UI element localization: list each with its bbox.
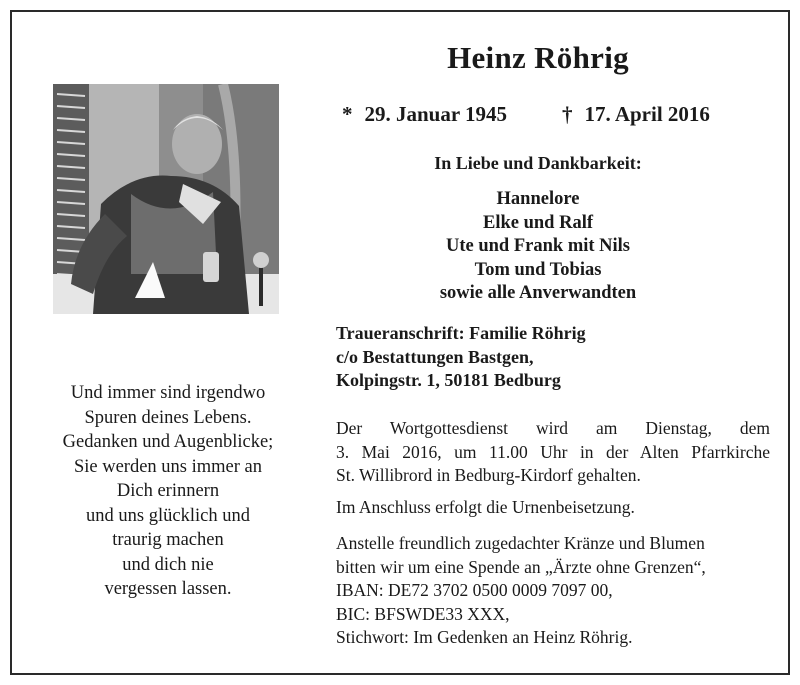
address-line: c/o Bestattungen Bastgen, bbox=[336, 346, 534, 367]
dedication: In Liebe und Dankbarkeit: bbox=[434, 153, 642, 173]
family-member: Tom und Tobias bbox=[474, 259, 602, 280]
deceased-name: Heinz Röhrig bbox=[447, 40, 629, 75]
death-cross-icon: † bbox=[562, 102, 573, 126]
poem-line: Und immer sind irgendwo bbox=[70, 383, 266, 403]
poem-line: und uns glücklich und bbox=[86, 505, 250, 526]
poem-line: Gedanken und Augenblicke; bbox=[62, 432, 274, 452]
portrait-photo bbox=[53, 84, 279, 314]
service-notice bbox=[336, 417, 770, 488]
donation-line: Anstelle freundlich zugedachter Kränze und Blumen bbox=[336, 533, 705, 553]
service-line: St. Willibrord in Bedburg-Kirdorf gehalten. bbox=[336, 465, 641, 485]
donation-line: bitten wir um eine Spende an „Ärzte ohne Grenzen“, bbox=[336, 556, 706, 577]
mourning-address bbox=[336, 322, 586, 393]
birth-star-icon: * bbox=[342, 102, 353, 126]
donation-line: Stichwort: Im Gedenken an Heinz Röhrig. bbox=[336, 627, 633, 647]
donation-notice bbox=[336, 532, 770, 650]
family-member: sowie alle Anverwandten bbox=[439, 283, 637, 303]
service-line: 3. Mai 2016, um 11.00 Uhr in der Alten Pfarrkirche bbox=[336, 441, 770, 462]
address-line: Kolpingstr. 1, 50181 Bedburg bbox=[336, 370, 561, 390]
donation-line: BIC: BFSWDE33 XXX, bbox=[336, 603, 510, 624]
family-list bbox=[330, 188, 746, 306]
poem-line: Dich erinnern bbox=[116, 481, 220, 501]
donation-line: IBAN: DE72 3702 0500 0009 7097 00, bbox=[336, 580, 613, 600]
poem bbox=[40, 381, 296, 602]
poem-line: vergessen lassen. bbox=[104, 579, 232, 599]
poem-line: Sie werden uns immer an bbox=[73, 456, 263, 477]
service-line: Der Wortgottesdienst wird am Dienstag, dem bbox=[336, 418, 770, 438]
address-line: Traueranschrift: Familie Röhrig bbox=[336, 323, 586, 343]
urn-notice: Im Anschluss erfolgt die Urnenbeisetzung. bbox=[336, 497, 635, 517]
poem-line: Spuren deines Lebens. bbox=[84, 407, 252, 428]
family-member: Elke und Ralf bbox=[482, 212, 593, 233]
birth-date: * 29. Januar 1945 bbox=[342, 102, 508, 126]
poem-line: und dich nie bbox=[122, 554, 214, 575]
death-date: † 17. April 2016 bbox=[562, 102, 710, 126]
family-member: Hannelore bbox=[496, 189, 580, 209]
family-member: Ute und Frank mit Nils bbox=[446, 236, 630, 256]
poem-line: traurig machen bbox=[112, 530, 224, 550]
